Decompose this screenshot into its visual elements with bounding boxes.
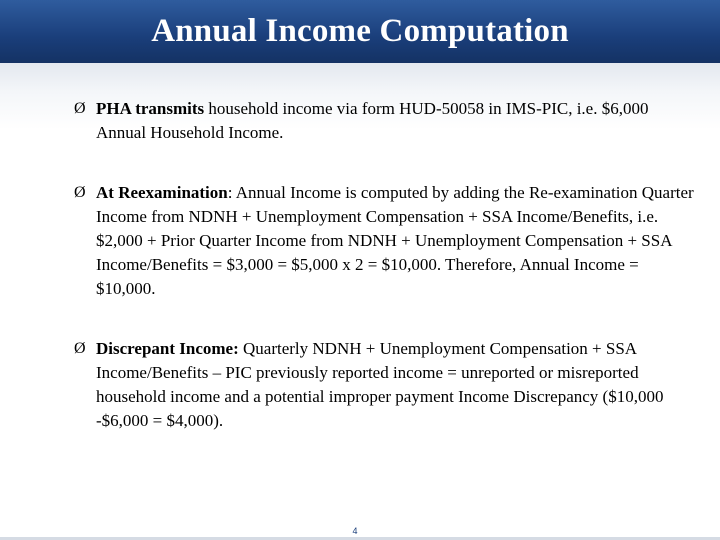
- content-area: [0, 63, 720, 540]
- bullet-lead: At Reexamination: [96, 183, 228, 202]
- bullet-lead: Discrepant Income:: [96, 339, 239, 358]
- page-number: 4: [352, 526, 358, 536]
- bullet-item: [74, 181, 694, 301]
- bullet-item: [74, 97, 694, 145]
- arrow-bullet-icon: Ø: [74, 184, 86, 201]
- slide-title: Annual Income Computation: [151, 13, 569, 49]
- bullet-text: household income via form HUD-50058 in IMS-PIC, i.e. $6,000 Annual Household Income.: [96, 99, 649, 142]
- arrow-bullet-icon: Ø: [74, 340, 86, 357]
- bullet-text: : Annual Income is computed by adding the Re-examination Quarter Income from NDNH + Unemployment Compensation + SSA Income/Benefits, i.e. $2,000 + Prior Quarter Income from NDNH + Unemployment Compensation + SSA Income/Benefits = $3,000 = $5,000 x 2 = $10,000. Therefore, Annual Income = $10,000.: [96, 183, 694, 298]
- bullet-lead: PHA transmits: [96, 99, 205, 118]
- bullet-list: [74, 97, 694, 469]
- title-bar: [0, 0, 720, 63]
- bullet-item: [74, 337, 694, 433]
- arrow-bullet-icon: Ø: [74, 100, 86, 117]
- bullet-text: Quarterly NDNH + Unemployment Compensation + SSA Income/Benefits – PIC previously reported income = unreported or misreported household income and a potential improper payment Income Discrepancy ($10,000 -$6,000 = $4,000).: [96, 339, 664, 430]
